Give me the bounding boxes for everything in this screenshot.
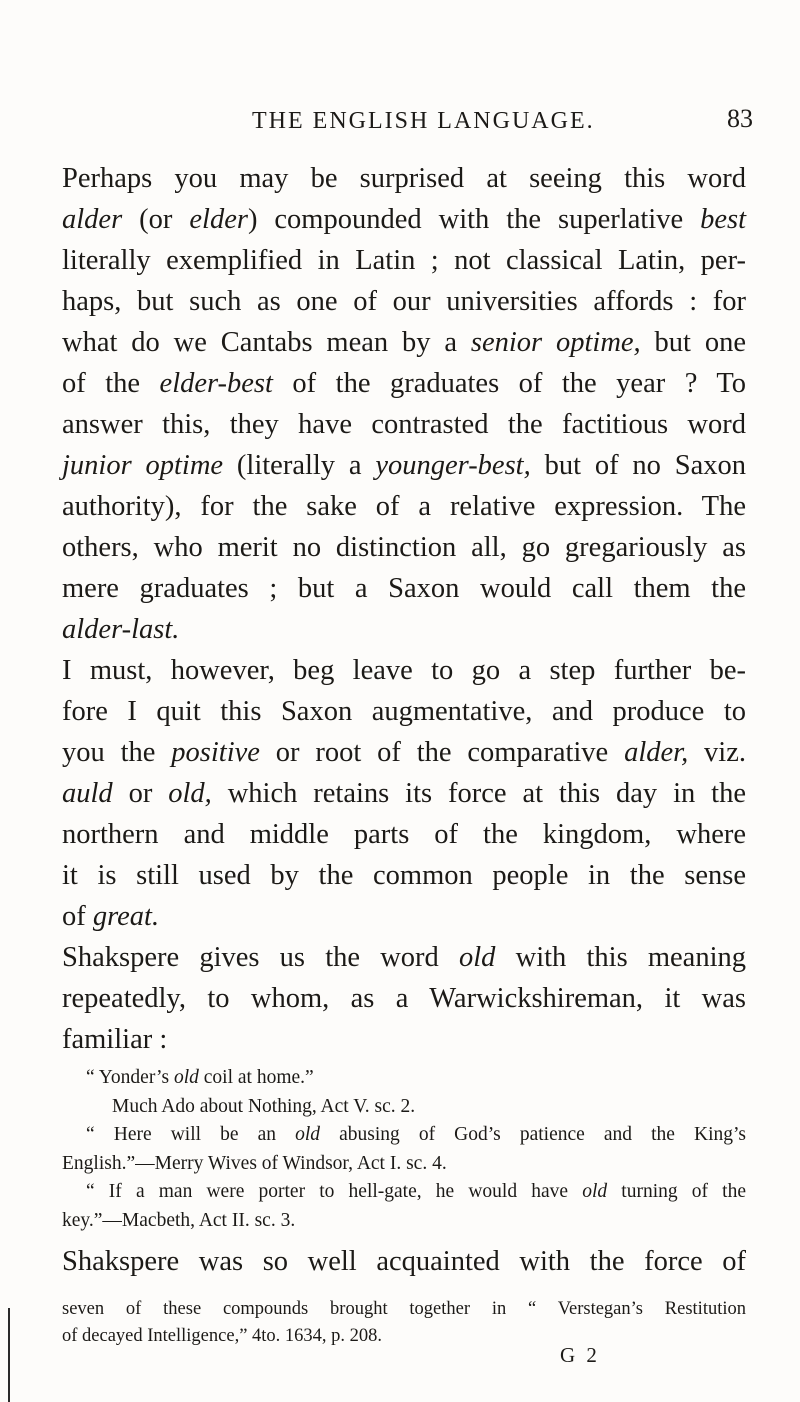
- text-line: authority), for the sake of a relative expression. The: [62, 491, 746, 522]
- text-span: “ If a man were porter to hell-gate, he would have: [86, 1181, 583, 1202]
- italic-word: elder-best: [159, 368, 273, 399]
- text-span: but one: [640, 327, 746, 358]
- text-span: of: [62, 901, 93, 932]
- italic-word: alder,: [624, 737, 689, 768]
- text-line: [62, 773, 746, 814]
- text-span: coil at home.”: [198, 1067, 314, 1088]
- quotations: [62, 1064, 746, 1235]
- text-span: but of no Saxon: [530, 450, 746, 481]
- running-title: THE ENGLISH LANGUAGE.: [252, 108, 595, 134]
- text-line: literally exemplified in Latin ; not classical Latin, per-: [62, 245, 746, 276]
- italic-word: senior optime,: [470, 327, 641, 358]
- text-line: others, who merit no distinction all, go gregariously as: [62, 532, 746, 563]
- page-header: [0, 104, 800, 144]
- margin-rule: [8, 1308, 10, 1402]
- text-line: [62, 937, 746, 978]
- quote-line: key.”—Macbeth, Act II. sc. 3.: [62, 1209, 296, 1231]
- text-line: [62, 363, 746, 404]
- italic-word: elder: [189, 204, 248, 235]
- italic-word: junior optime: [62, 450, 224, 481]
- text-span: (or: [122, 204, 190, 235]
- italic-word: old: [295, 1124, 321, 1145]
- italic-word: alder: [62, 204, 123, 235]
- text-span: of the: [62, 368, 160, 399]
- footnote-line: seven of these compounds brought together in “ Verstegan’s Restitution: [62, 1299, 746, 1319]
- text-span: or root of the comparative: [259, 737, 625, 768]
- italic-word: alder-last.: [62, 614, 180, 645]
- paragraph: [62, 650, 746, 937]
- quote-line: [62, 1178, 746, 1207]
- text-line: northern and middle parts of the kingdom, where: [62, 819, 746, 850]
- italic-word: old: [459, 942, 496, 973]
- text-span: “ Yonder’s: [86, 1067, 174, 1088]
- text-span: what do we Cantabs mean by a: [62, 327, 471, 358]
- text-span: viz.: [688, 737, 746, 768]
- text-span: of the graduates of the year ? To: [272, 368, 746, 399]
- text-line: haps, but such as one of our universities affords : for: [62, 286, 746, 317]
- text-line: repeatedly, to whom, as a Warwickshireman, it was: [62, 983, 746, 1014]
- quote-source: Much Ado about Nothing, Act V. sc. 2.: [112, 1095, 416, 1117]
- text-line: Shakspere was so well acquainted with the force of: [62, 1246, 746, 1277]
- text-line: mere graduates ; but a Saxon would call them the: [62, 573, 746, 604]
- text-span: which retains its force at this day in the: [211, 778, 746, 809]
- paragraph: [62, 158, 746, 650]
- text-line: [62, 199, 746, 240]
- italic-word: old,: [168, 778, 212, 809]
- text-line: answer this, they have contrasted the factitious word: [62, 409, 746, 440]
- text-line: fore I quit this Saxon augmentative, and produce to: [62, 696, 746, 727]
- page-number: 83: [727, 104, 753, 133]
- footnote-line: of decayed Intelligence,” 4to. 1634, p. 208.: [62, 1326, 383, 1346]
- text-line: [62, 732, 746, 773]
- italic-word: old: [582, 1181, 608, 1202]
- italic-word: great.: [92, 901, 160, 932]
- text-span: or: [112, 778, 169, 809]
- text-span: Shakspere gives us the word: [62, 942, 459, 973]
- quote-line: [62, 1121, 746, 1150]
- italic-word: auld: [62, 778, 113, 809]
- italic-word: best: [700, 204, 746, 235]
- text-span: you the: [62, 737, 172, 768]
- footnote: [62, 1296, 746, 1350]
- text-span: with this meaning: [495, 942, 746, 973]
- quote-line: English.”—Merry Wives of Windsor, Act I. sc. 4.: [62, 1152, 447, 1174]
- paragraph: [62, 937, 746, 1060]
- text-line: it is still used by the common people in the sense: [62, 860, 746, 891]
- italic-word: positive: [171, 737, 260, 768]
- text-span: “ Here will be an: [86, 1124, 296, 1145]
- text-line: familiar :: [62, 1024, 168, 1055]
- quote-line: [62, 1064, 746, 1093]
- italic-word: old: [173, 1067, 199, 1088]
- text-span: ) compounded with the superlative: [247, 204, 701, 235]
- text-line: [62, 445, 746, 486]
- text-line: [62, 896, 746, 937]
- text-line: [62, 609, 746, 650]
- text-span: (literally a: [223, 450, 376, 481]
- text-line: Perhaps you may be surprised at seeing this word: [62, 163, 746, 194]
- page-body: [62, 158, 746, 1350]
- signature-mark: G 2: [560, 1343, 600, 1367]
- text-span: turning of the: [607, 1181, 746, 1202]
- text-line: [62, 322, 746, 363]
- text-span: abusing of God’s patience and the King’s: [320, 1124, 747, 1145]
- text-line: I must, however, beg leave to go a step further be-: [62, 655, 746, 686]
- italic-word: younger-best,: [375, 450, 531, 481]
